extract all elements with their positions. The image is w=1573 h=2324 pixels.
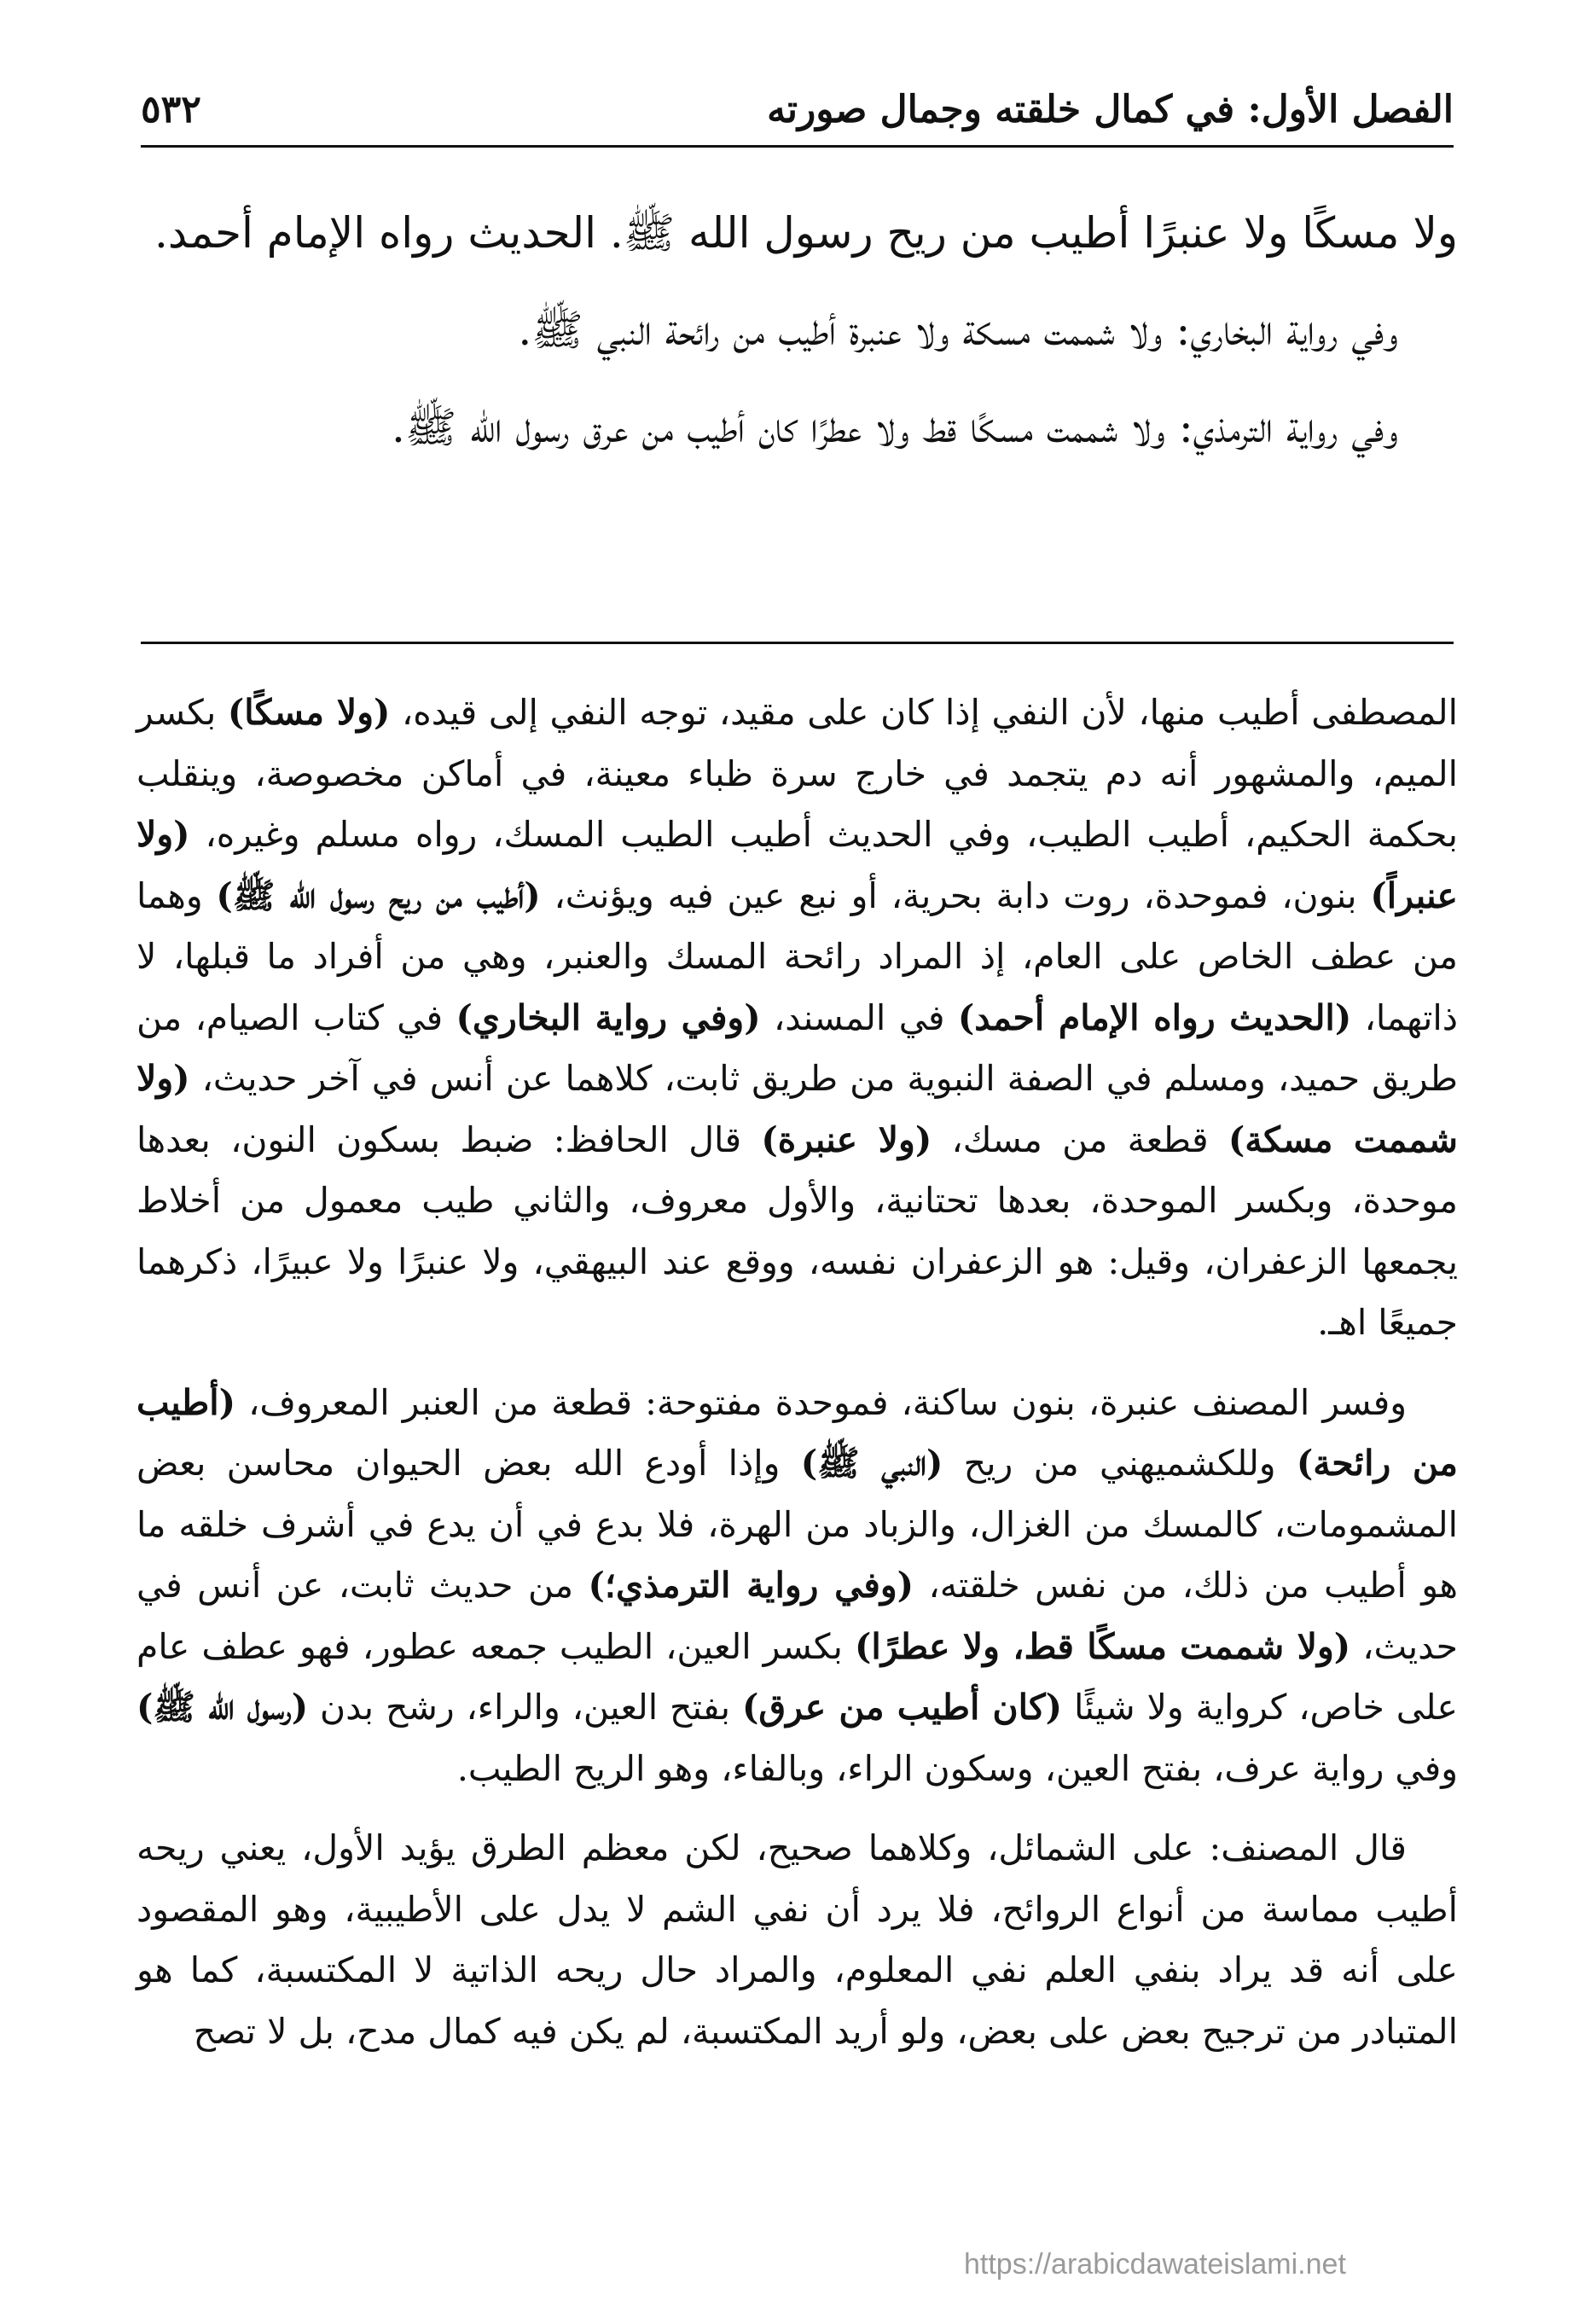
quoted-phrase: (أطيب من ريح رسول الله ﷺ) (216, 874, 541, 916)
main-paragraph-1: ولا مسكًا ولا عنبرًا أطيب من ريح رسول الله ﷺ. الحديث رواه الإمام أحمد. (154, 208, 1458, 258)
quoted-phrase: (أطيب من رائحة) (136, 1381, 1458, 1484)
text-run: وللكشميهني من ريح (943, 1443, 1297, 1484)
commentary-paragraph-1 (136, 683, 1458, 1354)
quoted-phrase: (رسول الله ﷺ) (136, 1687, 309, 1728)
commentary-paragraph-3: قال المصنف: على الشمائل، وكلاهما صحيح، لكن معظم الطرق يؤيد الأول، يعني ريحه أطيب مماسة من أنواع الروائح، فلا يرد أن نفي الشم لا يدل على الأطيبية، وهو المقصود على أنه قد يراد بنفي العلم نفي المعلوم، والمراد حال ريحه الذاتية لا المكتسبة، كما هو المتبادر من ترجيح بعض على بعض، ولو أريد المكتسبة، لم يكن فيه كمال مدح، بل لا تصح (136, 1827, 1458, 2052)
quoted-phrase: (ولا عنبرة) (761, 1118, 932, 1160)
commentary (136, 683, 1458, 2081)
text-run: وهما من عطف الخاص على العام، إذ المراد رائحة المسك والعنبر، وهي من أفراد ما قبلها، لا ذاتهما، (136, 874, 1459, 1038)
page-header (141, 78, 1454, 140)
main-paragraph-3: وفي رواية الترمذي: ولا شممت مسكًا قط ولا عطرًا كان أطيب من عرق رسول الله ﷺ. (391, 403, 1398, 452)
quoted-phrase: (ولا شممت مسكة) (136, 1058, 1458, 1160)
quoted-phrase: (الحديث رواه الإمام أحمد) (957, 996, 1352, 1038)
text-run: في كتاب الصيام، من طريق حميد، ومسلم في الصفة النبوية من طريق ثابت، كلاهما عن أنس في آخر حديث، (136, 996, 1458, 1099)
text-run: قطعة من مسك، (932, 1118, 1228, 1160)
quoted-phrase: (وفي رواية البخاري) (456, 996, 761, 1038)
quoted-phrase: (كان أطيب من عرق) (741, 1687, 1063, 1728)
quoted-phrase: (ولا مسكًا) (227, 692, 391, 733)
quoted-phrase: (ولا شممت مسكًا قط، ولا عطرًا) (854, 1625, 1351, 1667)
page-number: ٥٣٢ (141, 87, 201, 131)
quoted-phrase: (ولا عنبراً) (136, 814, 1458, 916)
quoted-phrase: (النبي ﷺ) (800, 1443, 943, 1484)
footnote-separator (141, 642, 1454, 644)
text-run: قال الحافظ: ضبط بسكون النون، بعدها موحدة، وبكسر الموحدة، بعدها تحتانية، والأول معروف، والثاني طيب معمول من أخلاط يجمعها الزعفران، وقيل: هو الزعفران نفسه، ووقع عند البيهقي، ولا عنبرًا ولا عبيرًا، ذكرهما جميعًا اهـ. (136, 1118, 1458, 1343)
text-run: وإذا أودع الله بعض الحيوان محاسن بعض المشمومات، كالمسك من الغزال، والزباد من الهرة، فلا بدع في أن يدع في أشرف خلقه ما هو أطيب من ذلك، من نفس خلقته، (136, 1443, 1459, 1606)
text-run: من حديث ثابت، عن أنس في حديث، (136, 1565, 1458, 1667)
text-run: في المسند، (760, 996, 958, 1038)
text-run: وفسر المصنف عنبرة، بنون ساكنة، فموحدة مفتوحة: قطعة من العنبر المعروف، (235, 1381, 1407, 1423)
header-rule (141, 145, 1454, 148)
main-paragraph-2: وفي رواية البخاري: ولا شممت مسكة ولا عنبرة أطيب من رائحة النبي ﷺ. (518, 305, 1398, 355)
chapter-title: الفصل الأول: في كمال خلقته وجمال صورته (767, 87, 1454, 131)
commentary-paragraph-2 (136, 1373, 1458, 1800)
text-run: بنون، فموحدة، روت دابة بحرية، أو نبع عين فيه ويؤنث، (540, 874, 1371, 916)
text-run: بفتح العين، والراء، رشح بدن (308, 1687, 742, 1728)
quoted-phrase: (وفي رواية الترمذي؛) (588, 1565, 914, 1606)
text-run: بكسر العين، الطيب جمعه عطور، فهو عطف عام على خاص، كرواية ولا شيئًا (136, 1625, 1458, 1728)
main-text (136, 192, 1458, 484)
text-run: المصطفى أطيب منها، لأن النفي إذا كان على مقيد، توجه النفي إلى قيده، (390, 692, 1458, 733)
text-run: وفي رواية عرف، بفتح العين، وسكون الراء، وبالفاء، وهو الريح الطيب. (456, 1747, 1458, 1789)
watermark-url: https://arabicdawateislami.net (964, 2248, 1346, 2280)
text-run: بكسر الميم، والمشهور أنه دم يتجمد في خارج سرة ظباء معينة، في أماكن مخصوصة، وينقلب بحكمة الحكيم، أطيب الطيب، وفي الحديث أطيب الطيب المسك، رواه مسلم وغيره، (136, 692, 1458, 855)
